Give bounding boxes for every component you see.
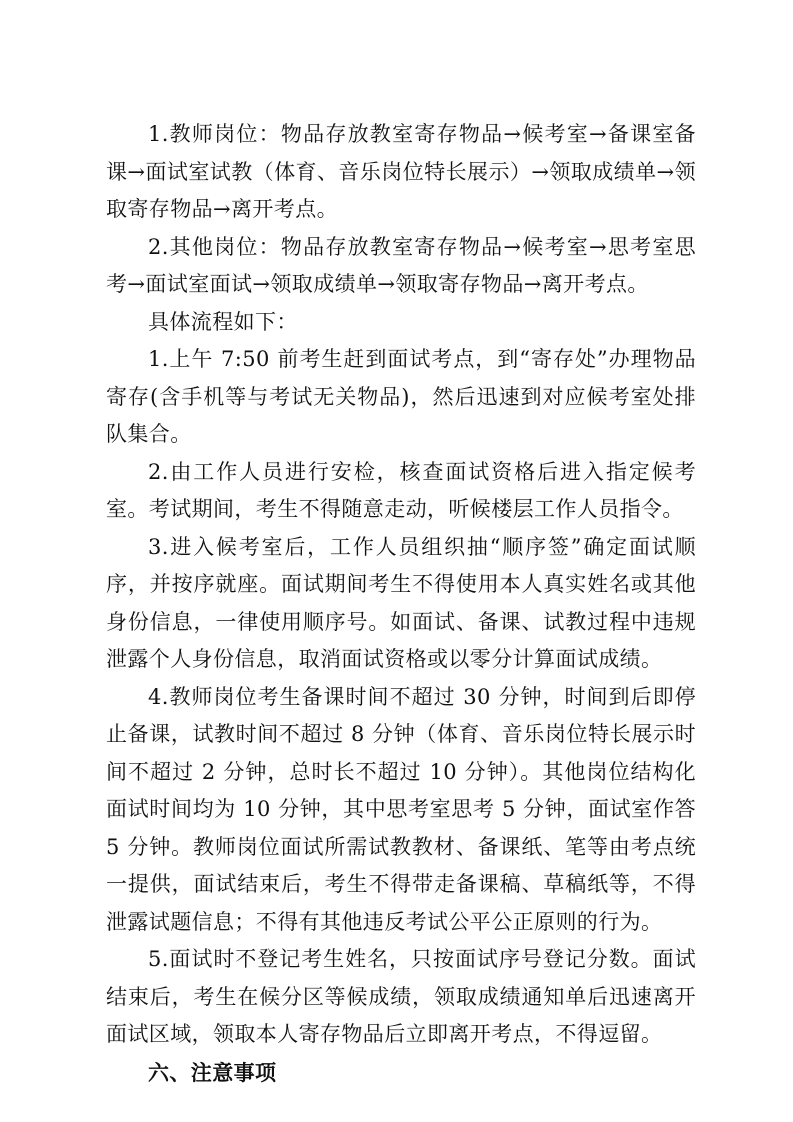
paragraph-step-4: 4.教师岗位考生备课时间不超过 30 分钟，时间到后即停止备课，试教时间不超过 8 分钟（体育、音乐岗位特长展示时间不超过 2 分钟，总时长不超过 10 分钟）。其他岗位结构化面试时间均为 10 分钟，其中思考室思考 5 分钟，面试室作答 5 分钟。教师岗位面试所需试教教材、备课纸、笔等由考点统一提供，面试结束后，考生不得带走备课稿、草稿纸等，不得泄露试题信息；不得有其他违反考试公平公正原则的行为。	[106, 684, 696, 934]
paragraph-step-5: 5.面试时不登记考生姓名，只按面试序号登记分数。面试结束后，考生在候分区等候成绩，领取成绩通知单后迅速离开面试区域，领取本人寄存物品后立即离开考点，不得逗留。	[106, 947, 696, 1046]
paragraph-step-2: 2.由工作人员进行安检，核查面试资格后进入指定候考室。考试期间，考生不得随意走动，听候楼层工作人员指令。	[106, 459, 696, 521]
section-heading: 六、注意事项	[148, 1060, 277, 1085]
paragraph-process-intro: 具体流程如下：	[148, 309, 298, 334]
paragraph-teacher-process: 1.教师岗位：物品存放教室寄存物品→候考室→备课室备课→面试室试教（体育、音乐岗位特长展示）→领取成绩单→领取寄存物品→离开考点。	[106, 122, 696, 221]
document-page	[106, 116, 696, 1092]
paragraph-other-process: 2.其他岗位：物品存放教室寄存物品→候考室→思考室思考→面试室面试→领取成绩单→领取寄存物品→离开考点。	[106, 234, 696, 296]
paragraph-step-1: 1.上午 7:50 前考生赶到面试考点，到“寄存处”办理物品寄存(含手机等与考试无关物品)，然后迅速到对应候考室处排队集合。	[106, 347, 696, 446]
paragraph-step-3: 3.进入候考室后，工作人员组织抽“顺序签”确定面试顺序，并按序就座。面试期间考生不得使用本人真实姓名或其他身份信息，一律使用顺序号。如面试、备课、试教过程中违规泄露个人身份信息，取消面试资格或以零分计算面试成绩。	[106, 534, 696, 671]
